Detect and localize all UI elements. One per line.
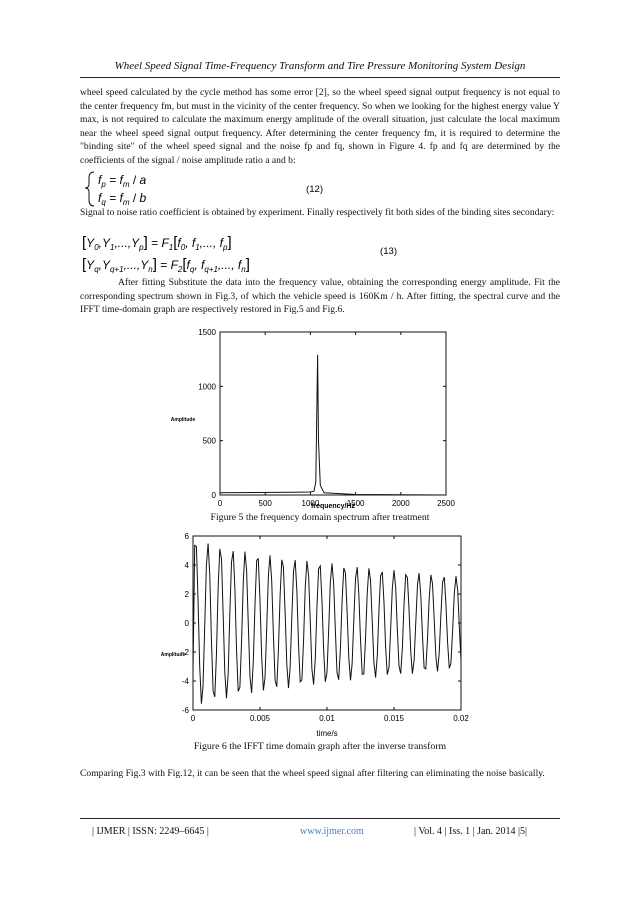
paragraph-3 xyxy=(80,276,560,317)
paragraph-4 xyxy=(80,767,560,781)
fig6-xtick-label: 0.005 xyxy=(249,714,271,723)
paragraph-3-text: After fitting Substitute the data into the frequency value, obtaining the corresponding energy amplitude. Fit the corresponding spectrum shown in Fig.3, of which the vehicle speed is 160Km / h. After fitting, the spectral curve and the IFFT time-domain graph are respectively restored in Fig.5 and Fig.6. xyxy=(80,277,560,316)
fig5-ytick-label: 0 xyxy=(211,491,216,500)
paragraph-1-text: wheel speed calculated by the cycle method has some error [2], so the wheel speed signal output frequency is not equal to the center frequency fm, but must in the vicinity of the center frequency. So when we looking for the highest energy value Y max, is not required to calculate the maximum energy amplitude of the overall situation, just calculate the local maximum near the wheel speed signal output frequency. After determining the center frequency fm, it is required to determine the "binding site" of the wheel speed signal and the noise fp and fq, shown in Figure 4. fp and fq are determined by the coefficients of the signal / noise amplitude ratio a and b: xyxy=(80,87,560,166)
fig6-xtick-label: 0.01 xyxy=(319,714,335,723)
paragraph-4-text: Comparing Fig.3 with Fig.12, it can be seen that the wheel speed signal after filtering can eliminating the noise basically. xyxy=(80,768,545,779)
equation-12 xyxy=(84,170,564,206)
figure-5 xyxy=(170,322,470,510)
fig5-ytick-label: 500 xyxy=(202,436,216,446)
fig6-xtick-label: 0.02 xyxy=(453,714,469,723)
fig6-ytick-label: -2 xyxy=(181,648,189,657)
equation-12-graphic xyxy=(84,170,564,208)
equation-13 xyxy=(80,232,560,274)
paragraph-2 xyxy=(80,206,560,220)
fig5-plot-frame xyxy=(220,332,446,495)
eq13-line1: $[Y_0,Y_1,...,Y_p] = F_1[f_0$, $f_1$,..., $f_p$] xyxy=(82,234,232,252)
eq13-line2: $[Y_q,Y_{q+1},...,Y_n] = F_2[f_q$, $f_{q+1}$,..., $f_n$] xyxy=(82,256,250,274)
fig5-ylabel: Amplitude xyxy=(170,417,196,423)
fig6-ytick-label: -6 xyxy=(181,706,189,715)
fig5-xtick-label: 0 xyxy=(217,499,223,508)
fig6-ytick-label: 2 xyxy=(184,590,189,599)
figure-5-caption: Figure 5 the frequency domain spectrum after treatment xyxy=(210,512,430,523)
footer-link[interactable] xyxy=(300,826,364,837)
fig6-ytick-label: -4 xyxy=(181,677,189,686)
figure-6 xyxy=(160,528,475,740)
footer-issue: | Vol. 4 | Iss. 1 | Jan. 2014 |5| xyxy=(414,826,527,837)
fig5-ytick-label: 1500 xyxy=(198,328,216,337)
fig6-xtick-label: 0 xyxy=(190,714,196,723)
fig5-xtick-label: 2500 xyxy=(437,499,455,508)
fig5-xtick-label: 500 xyxy=(258,499,272,508)
fig5-xtick-label: 1500 xyxy=(346,499,365,508)
figure-5-chart xyxy=(170,322,470,510)
fig6-xtick-label: 0.015 xyxy=(383,714,405,723)
fig6-ytick-label: 0 xyxy=(184,619,189,628)
fig6-xlabel: time/s xyxy=(316,729,338,738)
header-rule xyxy=(80,77,560,78)
fig6-ylabel: Amplitude xyxy=(160,652,186,658)
fig5-xlabel: frequency/Hz xyxy=(311,503,355,510)
running-header: Wheel Speed Signal Time-Frequency Transform and Tire Pressure Monitoring System Design xyxy=(114,60,526,72)
eq12-number: (12) xyxy=(306,184,324,195)
fig5-xtick-label: 2000 xyxy=(391,499,410,508)
eq13-number: (13) xyxy=(380,246,398,257)
paragraph-1 xyxy=(80,86,560,168)
eq12-line1: $f_p = f_m / a$ xyxy=(98,173,147,189)
left-brace xyxy=(85,172,94,206)
equation-13-graphic xyxy=(80,232,560,276)
fig5-ytick-label: 1000 xyxy=(198,382,216,392)
eq12-line2: $f_q = f_m / b$ xyxy=(98,191,147,207)
footer-rule xyxy=(80,818,560,819)
fig6-ytick-label: 6 xyxy=(184,532,189,541)
figure-6-caption: Figure 6 the IFFT time domain graph after the inverse transform xyxy=(193,741,447,752)
footer-link-text[interactable]: www.ijmer.com xyxy=(300,826,364,837)
footer-journal: | IJMER | ISSN: 2249–6645 | xyxy=(92,826,209,837)
fig6-ytick-label: 4 xyxy=(184,561,189,570)
paragraph-2-text: Signal to noise ratio coefficient is obtained by experiment. Finally respectively fit both sides of the binding sites secondary: xyxy=(80,207,555,218)
fig5-xtick-label: 1000 xyxy=(301,499,320,508)
figure-6-chart xyxy=(160,528,475,740)
